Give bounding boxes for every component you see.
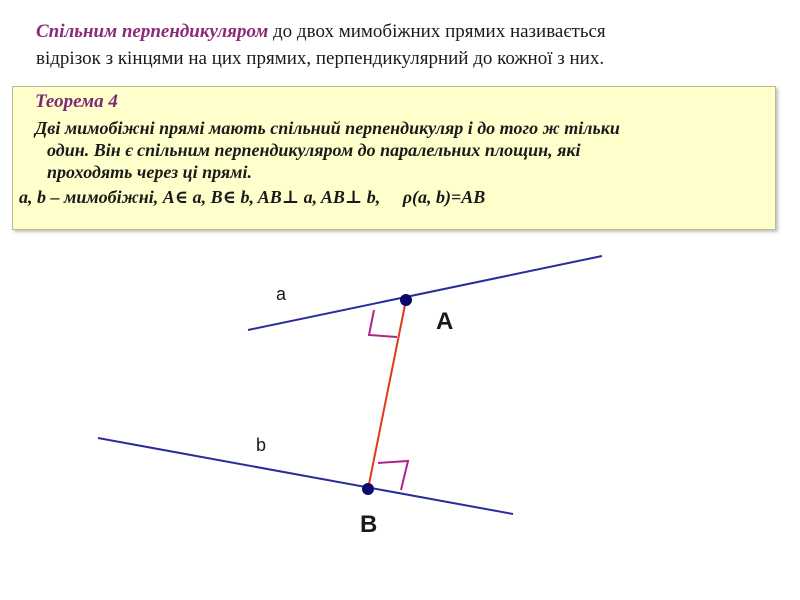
definition-line2: відрізок з кінцями на цих прямих, перпендикулярний до кожної з них. <box>36 48 605 69</box>
point-a <box>400 294 412 306</box>
theorem-notation: a, b – мимобіжні, A∈ a, B∈ b, AB⊥ a, AB⊥ b, ρ(a, b)=AB <box>19 187 486 207</box>
point-b-label: B <box>360 511 378 538</box>
line-a-label: a <box>276 284 287 304</box>
right-angle-mark-a <box>369 310 397 337</box>
theorem-line3: проходять через ці прямі. <box>47 162 252 182</box>
line-b-label: b <box>256 435 267 455</box>
point-a-label: A <box>436 308 454 335</box>
right-angle-mark-b <box>378 461 408 490</box>
point-b <box>362 483 374 495</box>
line-a <box>248 256 602 330</box>
theorem-line2: один. Він є спільним перпендикуляром до паралельних площин, які <box>47 140 581 160</box>
definition-rest-line1: до двох мимобіжних прямих називається <box>268 21 606 42</box>
theorem-line1: Дві мимобіжні прямі мають спільний перпендикуляр і до того ж тільки <box>35 118 620 138</box>
line-b <box>98 438 513 514</box>
theorem-title: Теорема 4 <box>35 91 118 112</box>
definition-term: Спільним перпендикуляром <box>36 21 269 42</box>
